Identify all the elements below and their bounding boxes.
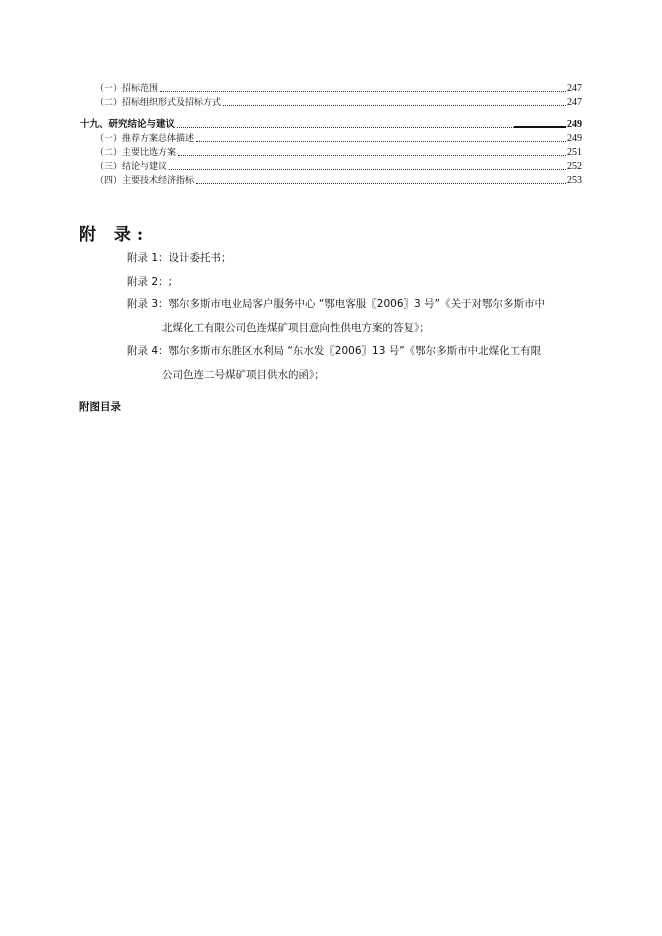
toc-entry[interactable]: [80, 131, 582, 145]
toc-entry[interactable]: [80, 159, 582, 173]
toc-entry-label: 十九、研究结论与建议: [80, 119, 176, 130]
toc-entry-page: 253: [567, 175, 582, 186]
toc-entry-label: （二）主要比选方案: [95, 148, 177, 158]
toc-entry-page: 247: [567, 97, 582, 108]
toc-leader: [178, 154, 566, 156]
toc-entry-label: （二）招标组织形式及招标方式: [95, 98, 222, 108]
appendix-item: [127, 297, 545, 335]
appendix-heading: 附 录:: [79, 225, 150, 245]
appendix-item: [127, 344, 541, 382]
appendix-item-text: 附录 2：;: [127, 276, 173, 288]
toc-leader: [223, 104, 566, 106]
toc-leader: [196, 182, 566, 184]
toc-entry-label: （一）推荐方案总体描述: [95, 134, 195, 144]
toc-entry-label: （四）主要技术经济指标: [95, 176, 195, 186]
toc-entry-page: 251: [567, 147, 582, 158]
toc-leader: [169, 168, 566, 170]
toc-entry[interactable]: [80, 173, 582, 187]
toc-entry[interactable]: [80, 145, 582, 159]
appendix-item: [127, 275, 172, 289]
appendix-item-continuation: 公司色连二号煤矿项目供水的函》；: [162, 369, 325, 381]
toc-entry-label: （三）结论与建议: [95, 162, 168, 172]
appendix-item: [127, 251, 232, 265]
toc-entry[interactable]: [80, 81, 582, 95]
toc-entry-page: 247: [567, 83, 582, 94]
toc-leader-underline: [514, 126, 566, 128]
table-of-contents: [80, 81, 582, 187]
toc-leader: [196, 140, 566, 142]
toc-leader: [177, 126, 566, 128]
appendix-item-text: 附录 4：鄂尔多斯市东胜区水利局 “东水发〖2006〗13 号”《鄂尔多斯市中北煤化工有限: [127, 345, 542, 357]
toc-entry-page: 249: [567, 133, 582, 144]
appendix-item-continuation: 北煤化工有限公司色连煤矿项目意向性供电方案的答复》；: [162, 322, 430, 334]
appendix-item-text: 附录 3：鄂尔多斯市电业局客户服务中心 “鄂电客服〖2006〗3 号”《关于对鄂尔多斯市中: [127, 298, 545, 310]
toc-entry-page: 252: [567, 161, 582, 172]
toc-leader: [160, 90, 566, 92]
toc-entry-label: （一）招标范围: [95, 84, 159, 94]
toc-entry-page: 249: [567, 119, 582, 130]
appendix-item-text: 附录 1：设计委托书；: [127, 252, 232, 264]
toc-entry[interactable]: [80, 95, 582, 109]
toc-chapter-entry[interactable]: [80, 113, 582, 131]
map-list-heading: 附图目录: [79, 401, 121, 413]
